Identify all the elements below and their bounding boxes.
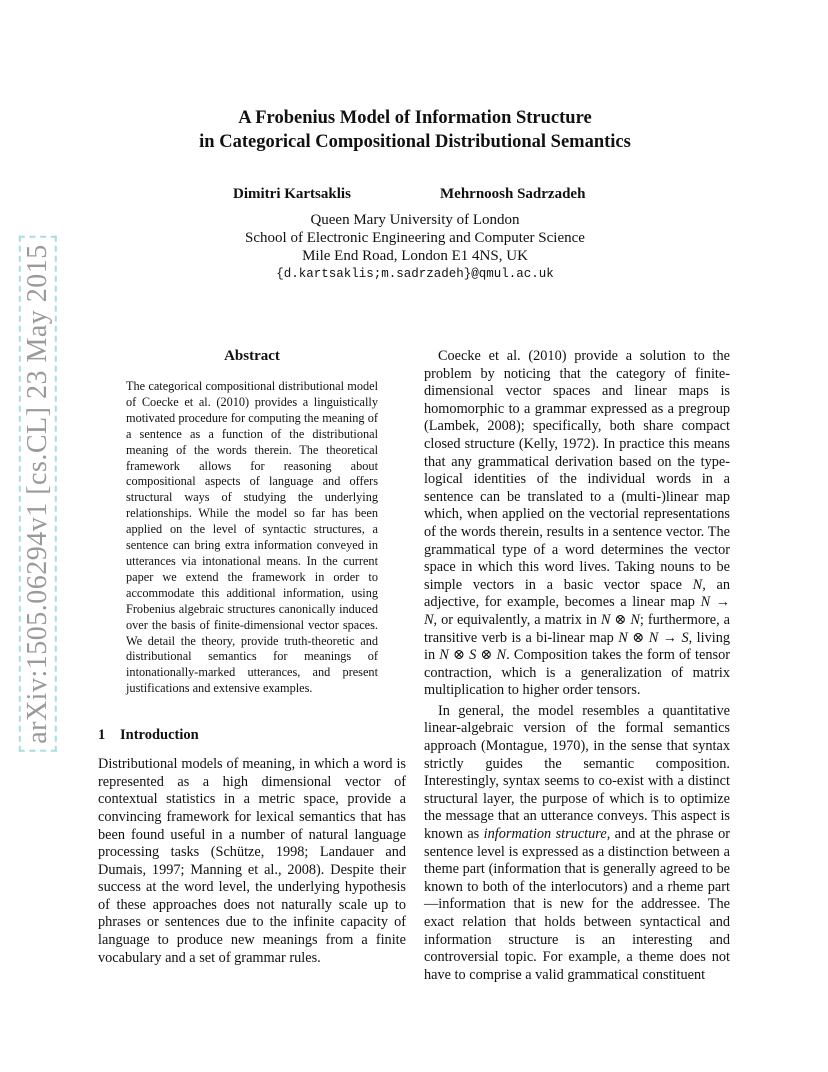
address: Mile End Road, London E1 4NS, UK [302,248,528,264]
abstract-heading: Abstract [224,348,280,364]
emphasized-term: information structure [483,826,607,843]
paragraph-general: In general, the model resembles a quantitative linear-algebraic version of the formal semantics approach (Montague, 1970), in the sense that syntax strictly guides the semantic composition. Interestingly, syntax seems to co-exist with a distinct structural layer, the purpose of which is to optimize the message that an utterance conveys. This aspect is known as information structure, and at the phrase or sentence level is expressed as a distinction between a theme part (information that is generally agreed to be known to both of the interlocutors) and a rheme part—information that is new for the addressee. The exact relation that holds between syntactical and information structure is an interesting and controversial topic. For example, a theme does not have to comprise a valid grammatical constituent [424,702,730,983]
title-line-2: in Categorical Compositional Distributional Semantics [199,132,631,152]
abstract-text: The categorical compositional distributional model of Coecke et al. (2010) provides a linguistically motivated procedure for computing the meaning of a sentence as a function of the distributional meaning of the words therein. The theoretical framework allows for reasoning about compositional aspects of language and offers structural ways of studying the underlying relationships. While the model so far has been applied on the level of syntactic structures, a sentence can bring extra information conveyed in utterances via intonational means. In the current paper we extend the framework in order to accommodate this additional information, using Frobenius algebraic structures canonically induced over the basis of finite-dimensional vector spaces. We detail the theory, provide truth-theoretic and distributional semantics for meanings of intonationally-marked utterances, and present justifications and extensive examples. [126,379,378,696]
arxiv-identifier-stamp [18,244,58,744]
author-1: Dimitri Kartsaklis [233,186,351,202]
paper-title [120,106,710,154]
intro-paragraph: Distributional models of meaning, in which a word is represented as a high dimensional vector of contextual statistics in a metric space, provide a convincing framework for lexical semantics that has been found useful in a number of natural language processing tasks (Schütze, 1998; Landauer and Dumais, 1997; Manning et al., 2008). Despite their success at the word level, the underlying hypothesis of these approaches does not naturally scale up to phrases or sentences due to the infinite capacity of language to produce new meanings from a finite vocabulary and a set of grammar rules. [98,756,406,966]
paragraph-coecke: Coecke et al. (2010) provide a solution to the problem by noticing that the category of finite-dimensional vector spaces and linear maps is homomorphic to a grammar expressed as a pregroup (Lambek, 2008); specifically, both share compact closed structure (Kelly, 1972). In practice this means that any grammatical derivation based on the type-logical identities of the individual words in a sentence can be translated to a (multi-)linear map which, when applied on the vectorial representations of the words therein, results in a sentence vector. The grammatical type of a word determines the vector space in which this word lives. Taking nouns to be simple vectors in a basic vector space N, an adjective, for example, becomes a linear map N → N, or equivalently, a matrix in N ⊗ N; furthermore, a transitive verb is a bi-linear map N ⊗ N → S, living in N ⊗ S ⊗ N. Composition takes the form of tensor contraction, which is a generalization of matrix multiplication to higher order tensors. [424,348,730,699]
title-line-1: A Frobenius Model of Information Structure [238,108,592,128]
affiliation-block [120,211,710,283]
section-title: Introduction [120,727,199,744]
email: {d.kartsaklis;m.sadrzadeh}@qmul.ac.uk [276,267,554,281]
school: School of Electronic Engineering and Computer Science [245,230,585,246]
section-heading [98,727,406,744]
arxiv-identifier: arXiv:1505.06294v1 [cs.CL] 23 May 2015 [19,236,57,752]
institution: Queen Mary University of London [310,212,520,228]
section-number: 1 [98,727,106,744]
author-2: Mehrnoosh Sadrzadeh [440,186,586,202]
right-column [424,348,730,984]
left-column [98,348,406,967]
